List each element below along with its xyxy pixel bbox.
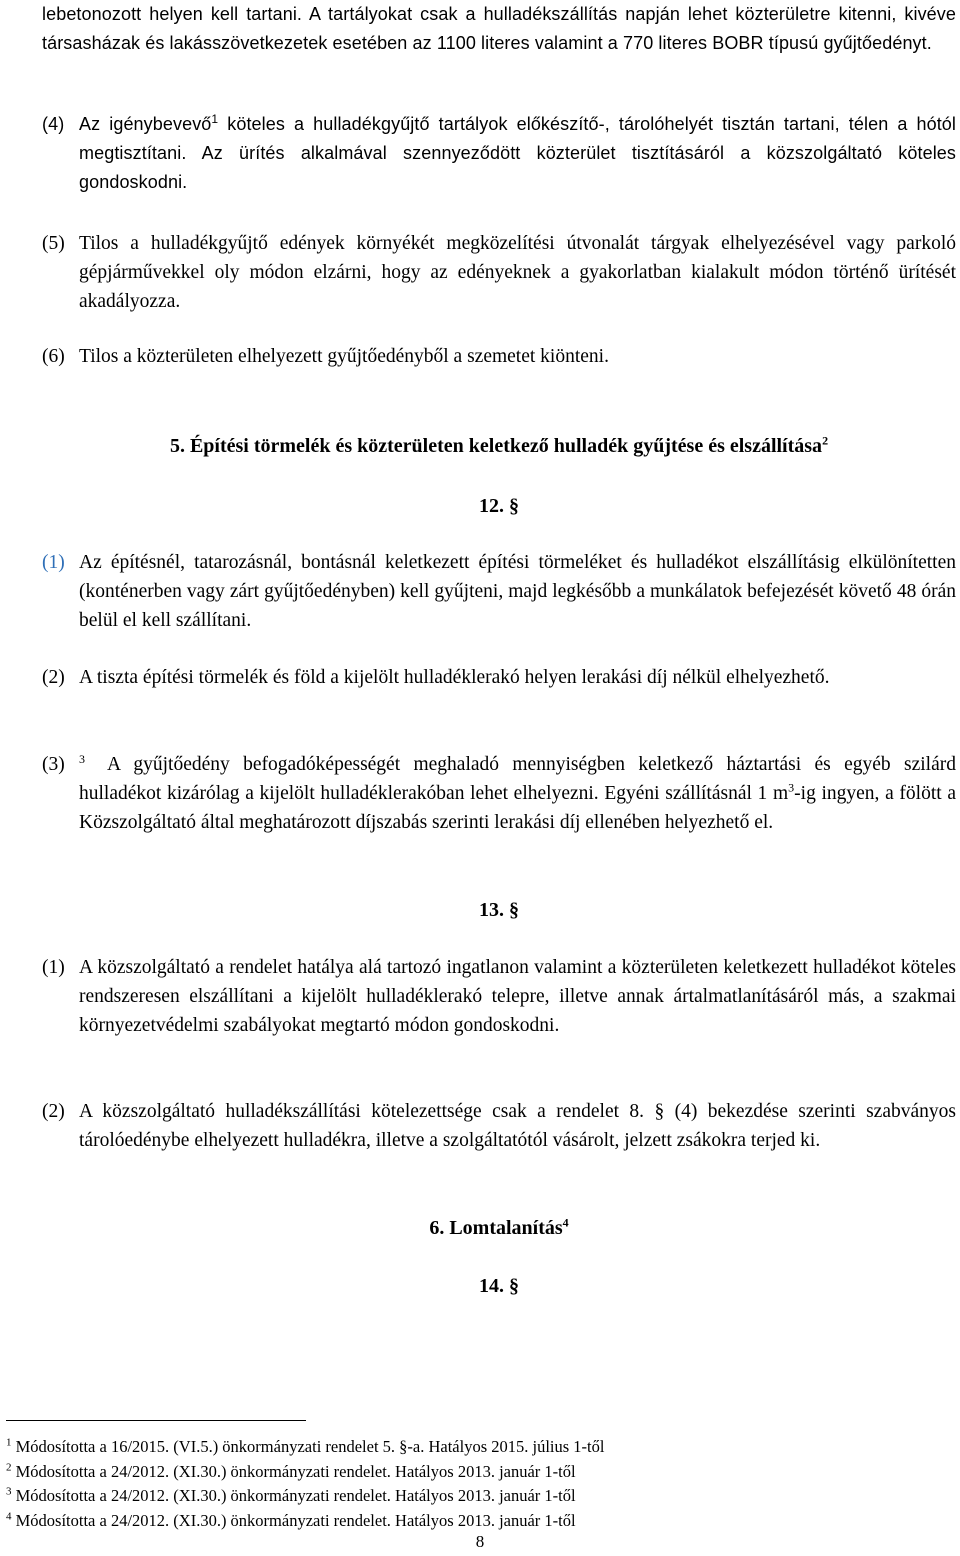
footnote-separator <box>6 1420 306 1421</box>
paragraph-number: (2) <box>42 667 65 688</box>
section-mark-13: 13. § <box>479 899 519 921</box>
chapter-heading-6 <box>42 1214 956 1243</box>
paragraph-number: (6) <box>42 346 65 367</box>
footnote-item <box>6 1484 906 1509</box>
section-13-paragraph-2 <box>42 1097 956 1155</box>
intro-paragraph: lebetonozott helyen kell tartani. A tartályokat csak a hulladékszállítás napján lehet közterületre kitenni, kivéve társasházak és lakásszövetkezetek esetében az 1100 literes valamint a 770 literes BOBR típusú gyűjtőedényt. <box>42 4 956 53</box>
footnote-number: 1 <box>6 1436 12 1449</box>
paragraph-text: Tilos a közterületen elhelyezett gyűjtőedényből a szemetet kiönteni. <box>79 346 609 367</box>
paragraph-number: (5) <box>42 233 65 254</box>
page-number: 8 <box>475 1532 485 1551</box>
footnote-number: 4 <box>6 1510 12 1522</box>
paragraph-text: A gyűjtőedény befogadóképességét meghaladó mennyiségben keletkező háztartási és egyéb szilárd hulladékot kizárólag a kijelölt hulladéklerakóban lehet elhelyezni. Egyéni szállításnál 1 m <box>79 754 956 804</box>
paragraph-text: A tiszta építési törmelék és föld a kijelölt hulladéklerakó helyen lerakási díj nélkül elhelyezhető. <box>79 667 830 688</box>
paragraph-number: (3) <box>42 754 65 775</box>
section-12-paragraph-1 <box>42 548 956 635</box>
footnote-item <box>6 1460 906 1485</box>
section-12-paragraph-2 <box>42 663 956 692</box>
section-mark-12: 12. § <box>479 495 519 517</box>
paragraph-6 <box>42 342 956 371</box>
chapter-heading-5 <box>42 432 956 461</box>
footnote-ref: 1 <box>211 112 219 126</box>
paragraph-text: -ig ingyen, a fölött a Közszolgáltató által meghatározott díjszabás szerinti lerakási díj ellenében helyezhető el. <box>79 783 956 833</box>
footnote-text: Módosította a 24/2012. (XI.30.) önkormányzati rendelet. Hatályos 2013. január 1-től <box>15 1510 576 1530</box>
footnotes <box>6 1435 906 1533</box>
superscript-exponent: 3 <box>788 780 795 795</box>
section-12-paragraph-3 <box>42 750 956 837</box>
paragraph-text: köteles a hulladékgyűjtő tartályok előkészítő-, tárolóhelyét tisztán tartani, télen a hótól megtisztítani. Az ürítés alkalmával szennyeződött közterület tisztításáról a közszolgáltató köteles gondoskodni. <box>79 114 957 192</box>
paragraph-number: (1) <box>42 957 65 978</box>
footnote-item <box>6 1435 906 1460</box>
paragraph-number: (1) <box>42 552 65 573</box>
chapter-title: 6. Lomtalanítás <box>429 1217 563 1239</box>
footnote-ref: 2 <box>822 433 829 448</box>
paragraph-text: A közszolgáltató a rendelet hatálya alá tartozó ingatlanon valamint a közterületen keletkezett hulladékot köteles rendszeresen elszállítani a kijelölt hulladéklerakó telepre, illetve annak ártalmatlanításáról más, a szakmai környezetvédelmi szabályokat megtartó módon gondoskodni. <box>79 957 956 1036</box>
chapter-title: 5. Építési törmelék és közterületen keletkező hulladék gyűjtése és elszállítása <box>169 435 823 457</box>
paragraph-text: Az igénybevevő <box>79 114 212 134</box>
footnote-ref: 3 <box>79 751 85 766</box>
paragraph-number: (4) <box>42 114 65 134</box>
paragraph-text: A közszolgáltató hulladékszállítási kötelezettsége csak a rendelet 8. § (4) bekezdése szerinti szabványos tárolóedénybe elhelyezett hulladékra, illetve a szolgáltatótól vásárolt, jelzett zsákokra terjed ki. <box>79 1101 956 1151</box>
paragraph-5 <box>42 229 956 316</box>
paragraph-4 <box>42 110 957 197</box>
footnote-ref: 4 <box>562 1215 569 1230</box>
section-13-paragraph-1 <box>42 953 956 1040</box>
section-mark-14: 14. § <box>479 1275 519 1297</box>
paragraph-text: Tilos a hulladékgyűjtő edények környékét megközelítési útvonalát tárgyak elhelyezésével vagy parkoló gépjárművekkel oly módon elzárni, hogy az edényeknek a gyakorlatban kialakult módon történő ürítését akadályozza. <box>79 233 956 312</box>
footnote-text: Módosította a 16/2015. (VI.5.) önkormányzati rendelet 5. §-a. Hatályos 2015. július 1-től <box>15 1437 605 1456</box>
footnote-text: Módosította a 24/2012. (XI.30.) önkormányzati rendelet. Hatályos 2013. január 1-től <box>15 1486 576 1505</box>
footnote-item <box>6 1509 906 1534</box>
paragraph-text: Az építésnél, tatarozásnál, bontásnál keletkezett építési törmeléket és hulladékot elszállításig elkülönítetten (konténerben vagy zárt gyűjtőedényben) kell gyűjteni, majd legkésőbb a munkálatok befejezését követő 48 órán belül el kell szállítani. <box>79 552 956 631</box>
paragraph-number: (2) <box>42 1101 65 1122</box>
footnote-text: Módosította a 24/2012. (XI.30.) önkormányzati rendelet. Hatályos 2013. január 1-től <box>15 1461 576 1481</box>
footnote-number: 2 <box>6 1461 12 1473</box>
footnote-number: 3 <box>6 1485 12 1498</box>
